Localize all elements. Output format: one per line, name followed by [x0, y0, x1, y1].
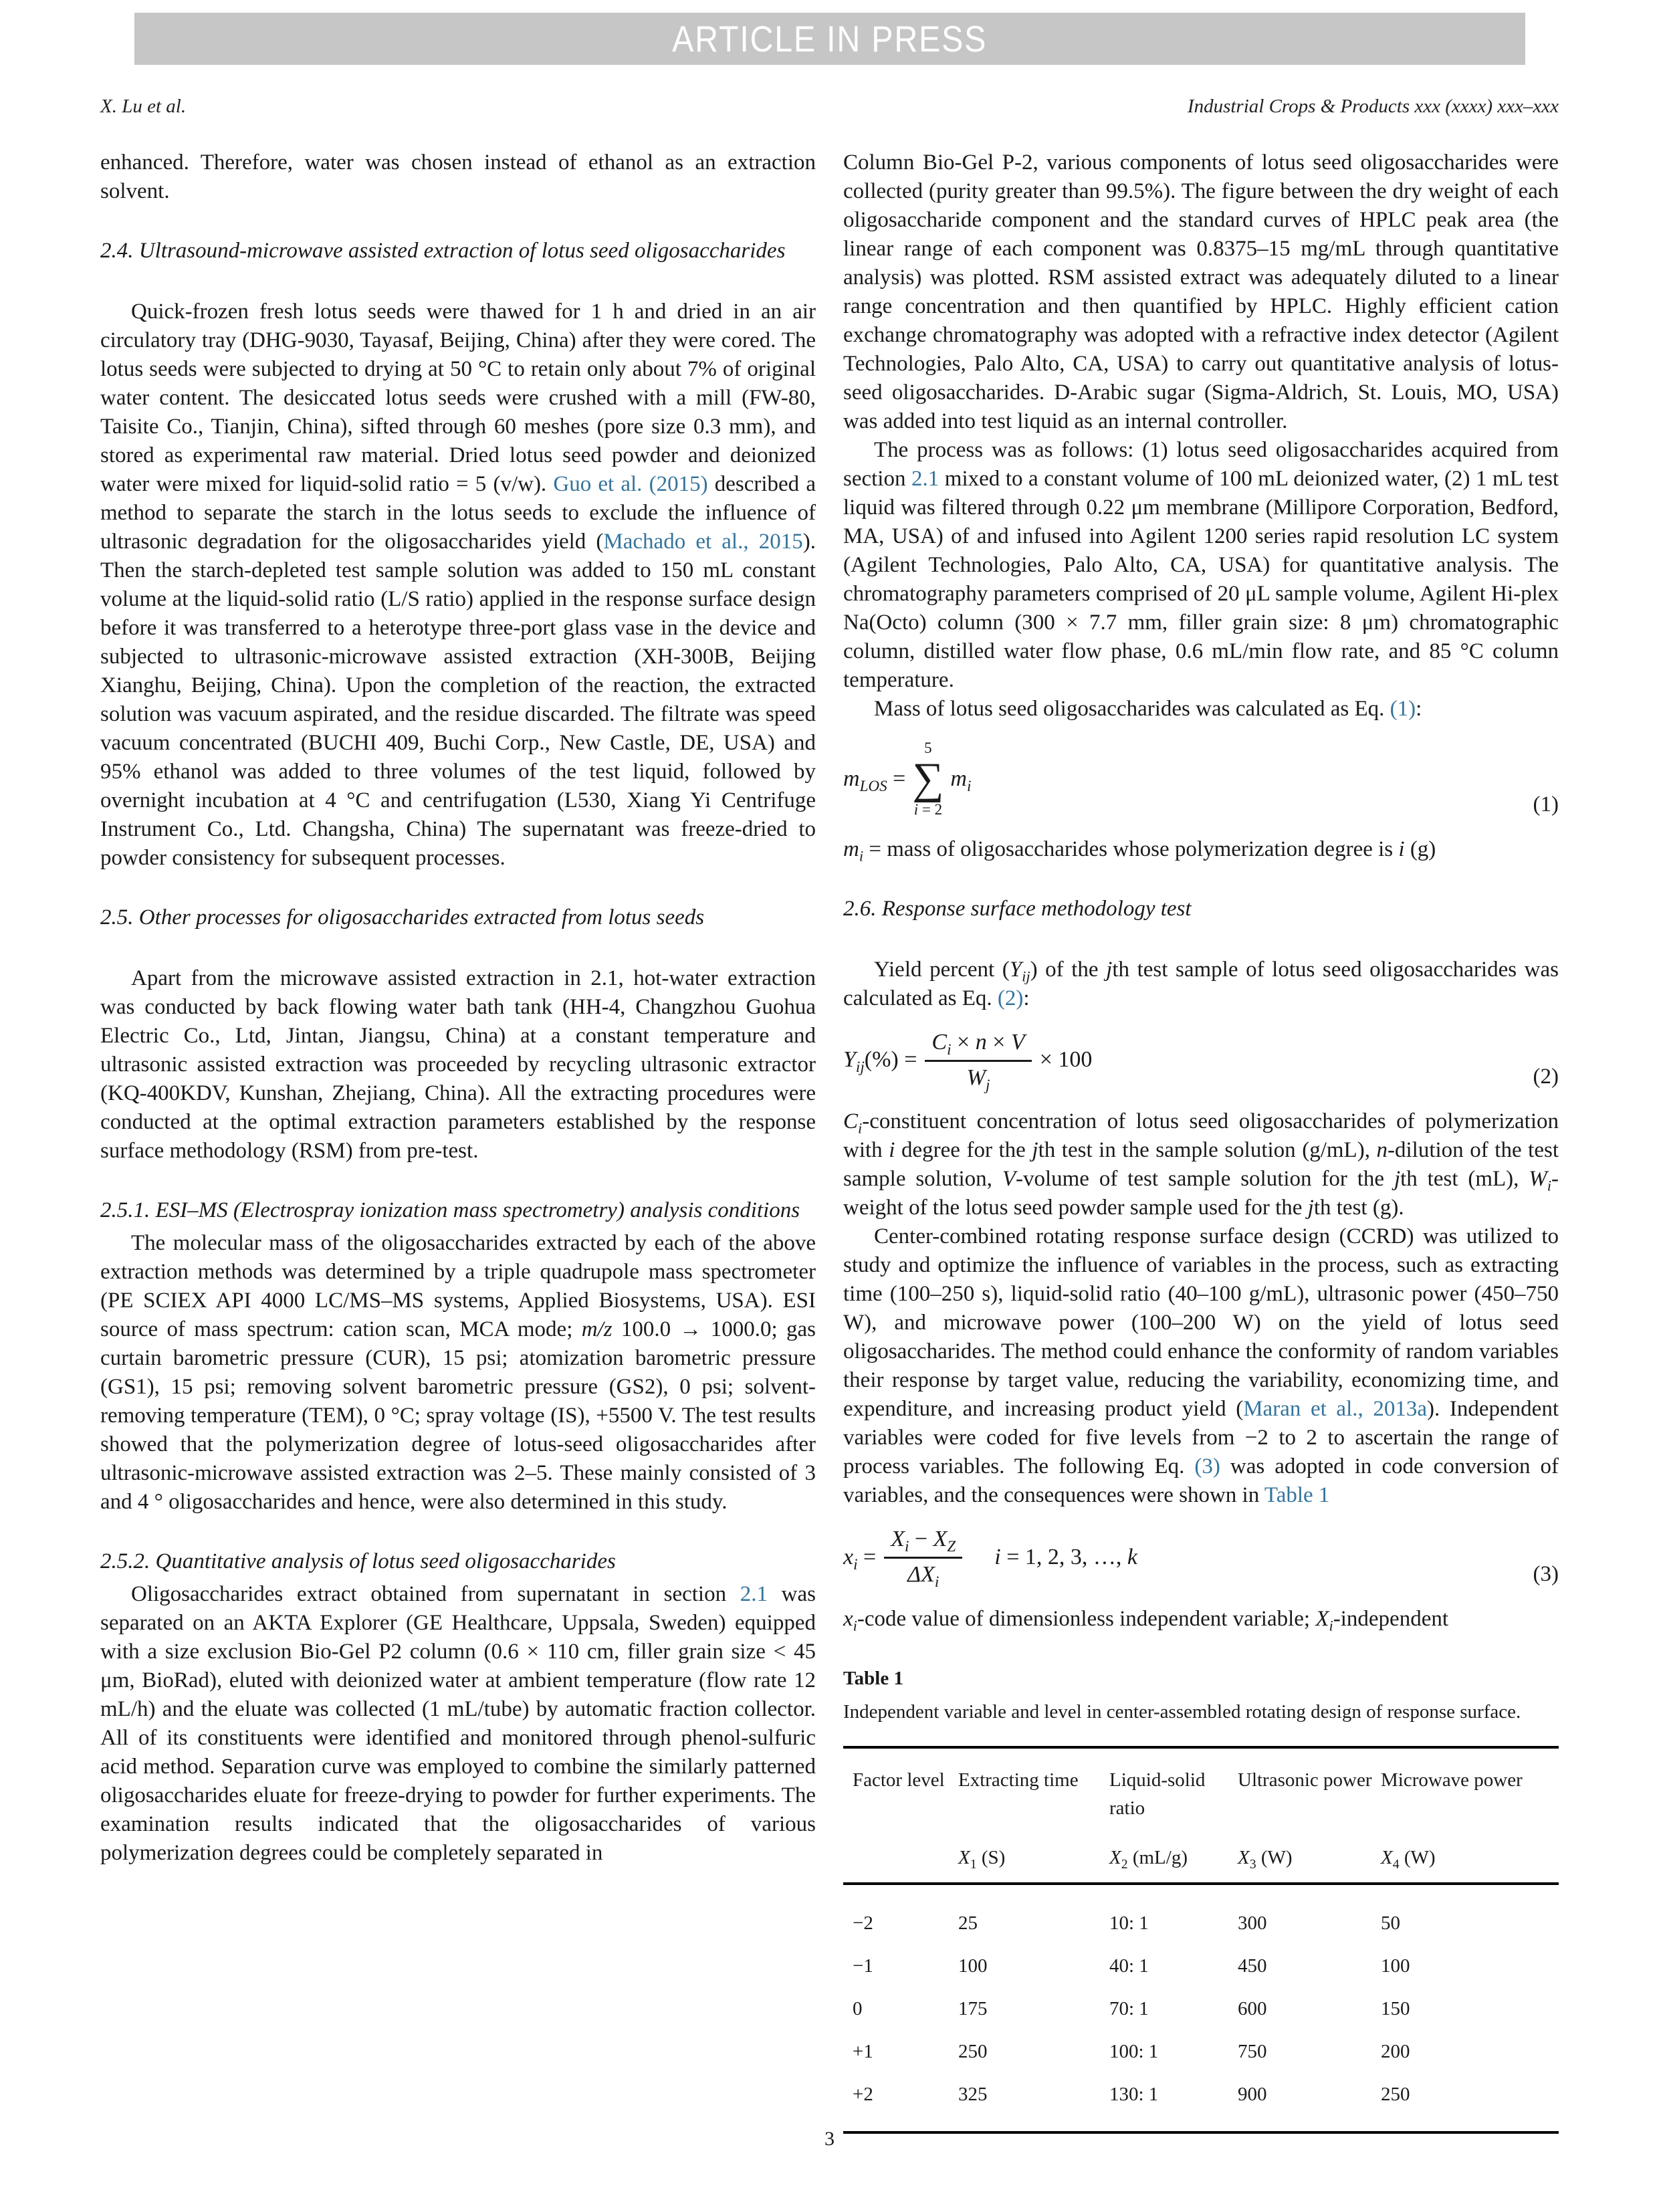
- fraction-numerator: $X_i - X_Z$: [891, 1527, 956, 1556]
- table-cell: 130: 1: [1109, 2084, 1159, 2106]
- table-cell: 10: 1: [1109, 1912, 1149, 1934]
- sigma-glyph: ∑: [912, 754, 944, 804]
- equation-3: [843, 1526, 1559, 1589]
- equation-3-lhs: $x_i$ =: [843, 1544, 877, 1573]
- equation-2-rhs: × 100: [1039, 1047, 1093, 1073]
- equation-3-body: [843, 1526, 1137, 1589]
- paragraph-hplc-quantification: Column Bio-Gel P-2, various components of lotus seed oligosaccharides were collected (purity greater than 99.5%). The figure between the dry weight of each oligosaccharide component and the standard curves of HPLC peak area (the linear range of each component was 0.8375–15 mg/mL through quantitative analysis) was plotted. RSM assisted extract was adequately diluted to a linear range concentration and then quantified by HPLC. Highly efficient cation exchange chromatography was adopted with a refractive index detector (Agilent Technologies, Palo Alto, CA, USA) to carry out quantitative analysis of lotus-seed oligosaccharides. D-Arabic sugar (Sigma-Aldrich, St. Louis, MO, USA) was added into test liquid as an internal controller.: [843, 150, 1559, 433]
- body-columns: [0, 148, 1659, 2134]
- table-row: [843, 2030, 1559, 2073]
- section-heading-2-5-2: 2.5.2. Quantitative analysis of lotus seed oligosaccharides: [100, 1549, 616, 1573]
- eq-ref-3[interactable]: (3): [1194, 1454, 1220, 1479]
- table-1-grid: [843, 1746, 1559, 2134]
- citation-machado-2015[interactable]: Machado et al., 2015: [603, 530, 803, 554]
- section-heading-2-4: 2.4. Ultrasound-microwave assisted extraction of lotus seed oligosaccharides: [100, 239, 786, 263]
- table-1: [843, 1664, 1559, 2134]
- equation-2-body: [843, 1029, 1092, 1092]
- equation-1: [843, 740, 1559, 819]
- eq-ref-1[interactable]: (1): [1390, 697, 1416, 721]
- table-header-row: [843, 1747, 1559, 1884]
- section-heading-2-5: 2.5. Other processes for oligosaccharides extracted from lotus seeds: [100, 905, 705, 929]
- col-header-factor-level: Factor level: [853, 1769, 945, 1791]
- equation-3-condition: i = 1, 2, 3, …, k: [994, 1544, 1137, 1569]
- summation-lower-limit: i = 2: [913, 801, 943, 818]
- table-cell: 900: [1238, 2084, 1267, 2106]
- table-cell: 450: [1238, 1955, 1267, 1977]
- fraction-denominator: $\Delta X_i$: [884, 1557, 962, 1589]
- table-cell: 100: [958, 1955, 988, 1977]
- section-ref-2-1[interactable]: 2.1: [911, 467, 939, 491]
- table-cell: 300: [1238, 1912, 1267, 1934]
- running-head-journal: Industrial Crops & Products xxx (xxxx) xxx–xxx: [1187, 96, 1559, 117]
- table-cell: 50: [1381, 1912, 1400, 1934]
- banner-label: ARTICLE IN PRESS: [671, 18, 988, 60]
- table-1-label: Table 1: [843, 1668, 903, 1690]
- col-header-ultrasonic-power: Ultrasonic power $X_3$ (W): [1238, 1769, 1372, 1872]
- table-cell: 150: [1381, 1998, 1410, 2020]
- equation-3-number: (3): [1533, 1562, 1559, 1587]
- table-cell: 325: [958, 2084, 988, 2106]
- masthead: [0, 96, 1659, 118]
- table-cell: +2: [853, 2084, 873, 2106]
- equation-2: [843, 1029, 1559, 1092]
- table-row: [843, 1884, 1559, 1945]
- equation-2-number: (2): [1533, 1065, 1559, 1089]
- table-cell: 25: [958, 1912, 978, 1934]
- fraction-denominator: $W_j$: [925, 1060, 1031, 1092]
- section-heading-2-5-1: 2.5.1. ESI–MS (Electrospray ionization mass spectrometry) analysis conditions: [100, 1198, 800, 1222]
- table-cell: 750: [1238, 2041, 1267, 2063]
- table-cell: 200: [1381, 2041, 1410, 2063]
- paragraph-eq3-variables: $x_i$-code value of dimensionless independent variable; $X_i$-independent: [843, 1607, 1449, 1634]
- table-row: [843, 1987, 1559, 2030]
- right-column: [843, 148, 1559, 2134]
- fraction-eq3: [884, 1526, 962, 1589]
- paragraph-2-5: Apart from the microwave assisted extraction in 2.1, hot-water extraction was conducted by back flowing water bath tank (HH-4, Changzhou Guohua Electric Co., Ltd, Jintan, Jiangsu, China) at a constant temperature and ultrasonic assisted extraction was proceeded by recycling ultrasonic extractor (KQ-400KDV, Kunshan, Zhejiang, China). All the extracting procedures were conducted at the optimal extraction parameters established by the response surface methodology (RSM) from pre-test.: [100, 966, 816, 1163]
- section-ref-2-1[interactable]: 2.1: [740, 1582, 768, 1606]
- paragraph-2-4: Quick-frozen fresh lotus seeds were thawed for 1 h and dried in an air circulatory tray (DHG-9030, Tayasaf, Beijing, China) after they were cored. The lotus seeds were subjected to drying at 50 °C to retain only about 7% of original water content. The desiccated lotus seeds were crushed with a mill (FW-80, Taisite Co., Tianjin, China), sifted through 60 meshes (pore size 0.3 mm), and stored as experimental raw material. Dried lotus seed powder and deionized water were mixed for liquid-solid ratio = 5 (v/w). Guo et al. (2015) described a method to separate the starch in the lotus seeds to exclude the influence of ultrasonic degradation for the oligosaccharides yield (Machado et al., 2015). Then the starch-depleted test sample solution was added to 150 mL constant volume at the liquid-solid ratio (L/S ratio) applied in the response surface design before it was transferred to a heterotype three-port glass vase in the device and subjected to ultrasonic-microwave assisted extraction (XH-300B, Beijing Xianghu, Beijing, China). Upon the completion of the reaction, the extracted solution was vacuum aspirated, and the residue discarded. The filtrate was speed vacuum concentrated (BUCHI 409, Buchi Corp., New Castle, DE, USA) and 95% ethanol was added to three volumes of the test liquid, followed by overnight incubation at 4 °C and centrifugation (L530, Xiang Yi Centrifuge Instrument Co., Ltd. Changsha, China) The supernatant was freeze-dried to powder consistency for subsequent processes.: [100, 300, 816, 870]
- table-cell: −1: [853, 1955, 873, 1977]
- eq-ref-2[interactable]: (2): [997, 986, 1024, 1010]
- col-header-liquid-solid-ratio: Liquid-solid ratio $X_2$ (mL/g): [1109, 1769, 1206, 1872]
- fraction-numerator: $C_i \times n \times V$: [931, 1029, 1025, 1059]
- table-row: [843, 2073, 1559, 2132]
- paragraph-2-5-2: Oligosaccharides extract obtained from supernatant in section 2.1 was separated on an AKTA Explorer (GE Healthcare, Uppsala, Sweden) equipped with a size exclusion Bio-Gel P2 column (0.6 × 110 cm, filler grain size < 45 μm, BioRad), eluted with deionized water at ambient temperature (flow rate 12 mL/h) and the eluate was collected (1 mL/tube) by automatic fraction collector. All of its constituents were identified and monitored through phenol-sulfuric acid method. Separation curve was employed to combine the similarly patterned oligosaccharides eluate for freeze-drying to powder for further experiments. The examination results indicated that the oligosaccharides of various polymerization degrees could be completely separated in: [100, 1582, 816, 1865]
- left-column: [100, 148, 816, 2134]
- fraction-eq2: [925, 1029, 1031, 1092]
- table-cell: 600: [1238, 1998, 1267, 2020]
- equation-1-number: (1): [1533, 792, 1559, 816]
- paragraph-eq2-variables: $C_i$-constituent concentration of lotus seed oligosaccharides of polymerization with i degree for the jth test in the sample solution (g/mL), n-dilution of the test sample solution, V-volume of test sample solution for the jth test (mL), $W_i$-weight of the lotus seed powder sample used for the jth test (g).: [843, 1109, 1559, 1220]
- col-header-microwave-power: Microwave power $X_4$ (W): [1381, 1769, 1523, 1872]
- table-cell: 0: [853, 1998, 863, 2020]
- table-row: [843, 1945, 1559, 1987]
- table-cell: 100: 1: [1109, 2041, 1159, 2063]
- paragraph-solvent-conclusion: enhanced. Therefore, water was chosen instead of ethanol as an extraction solvent.: [100, 150, 816, 203]
- table-cell: 70: 1: [1109, 1998, 1149, 2020]
- paragraph-mass-eq-intro: Mass of lotus seed oligosaccharides was calculated as Eq. (1):: [874, 697, 1422, 721]
- citation-guo-2015[interactable]: Guo et al. (2015): [553, 472, 708, 496]
- article-in-press-banner: [134, 13, 1525, 65]
- table-cell: +1: [853, 2041, 873, 2063]
- col-header-extracting-time: Extracting time $X_1$ (S): [958, 1769, 1079, 1872]
- paragraph-analysis-process: The process was as follows: (1) lotus seed oligosaccharides acquired from section 2.1 mixed to a constant volume of 100 mL deionized water, (2) 1 mL test liquid was filtered through 0.22 μm membrane (Millipore Corporation, Bedford, MA, USA) of and infused into Agilent 1200 series rapid resolution LC system (Agilent Technologies, Palo Alto, CA, USA) for quantitative analysis. The chromatography parameters comprised of 20 μL sample volume, Agilent Hi-plex Na(Octo) column (300 × 7.7 mm, filler grain size: 8 μm) chromatographic column, distilled water flow phase, 0.6 mL/min flow rate, and 85 °C column temperature.: [843, 438, 1559, 692]
- paragraph-yield-intro: Yield percent $(Y_{ij})$ of the jth test sample of lotus seed oligosaccharides was calculated as Eq. (2):: [843, 957, 1559, 1010]
- table-ref-1[interactable]: Table 1: [1264, 1483, 1330, 1508]
- equation-1-lhs: $m_{LOS}$ =: [843, 766, 906, 795]
- running-head-authors: X. Lu et al.: [100, 96, 187, 117]
- paragraph-ccrd: Center-combined rotating response surface design (CCRD) was utilized to study and optimize the influence of variables in the process, such as extracting time (100–250 s), liquid-solid ratio (40–100 g/mL), ultrasonic power (450–750 W), and microwave power (100–200 W) on the yield of lotus seed oligosaccharides. The method could enhance the conformity of random variables their response by target value, reducing the variability, economizing time, and expenditure, and increasing product yield (Maran et al., 2013a). Independent variables were coded for five levels from −2 to 2 to ascertain the range of process variables. The following Eq. (3) was adopted in code conversion of variables, and the consequences were shown in Table 1: [843, 1224, 1559, 1508]
- summation-symbol: [912, 740, 944, 819]
- equation-1-rhs: $m_i$: [950, 766, 972, 795]
- section-heading-2-6: 2.6. Response surface methodology test: [843, 896, 1192, 921]
- table-cell: 175: [958, 1998, 988, 2020]
- equation-2-lhs: $Y_{ij}(\%)$ =: [843, 1047, 917, 1077]
- table-cell: 40: 1: [1109, 1955, 1149, 1977]
- table-cell: −2: [853, 1912, 873, 1934]
- summation-upper-limit: 5: [924, 740, 932, 756]
- table-1-caption: Independent variable and level in center-assembled rotating design of response surface.: [843, 1701, 1521, 1723]
- page-number: 3: [824, 2128, 835, 2150]
- table-cell: 100: [1381, 1955, 1410, 1977]
- citation-maran-2013a[interactable]: Maran et al., 2013a: [1243, 1397, 1428, 1422]
- table-cell: 250: [1381, 2084, 1410, 2106]
- equation-1-body: [843, 740, 971, 819]
- paragraph-mi-definition: $m_i$ = mass of oligosaccharides whose polymerization degree is i (g): [843, 837, 1436, 865]
- paragraph-2-5-1: The molecular mass of the oligosaccharides extracted by each of the above extraction methods was determined by a triple quadrupole mass spectrometer (PE SCIEX API 4000 LC/MS–MS systems, Applied Biosystems, USA). ESI source of mass spectrum: cation scan, MCA mode; m/z 100.0 → 1000.0; gas curtain barometric pressure (CUR), 15 psi; atomization barometric pressure (GS1), 15 psi; removing solvent barometric pressure (GS2), 0 psi; solvent-removing temperature (TEM), 0 °C; spray voltage (IS), +5500 V. The test results showed that the polymerization degree of lotus-seed oligosaccharides after ultrasonic-microwave assisted extraction was 2–5. These mainly consisted of 3 and 4 ° oligosaccharides and hence, were also determined in this study.: [100, 1231, 816, 1514]
- table-cell: 250: [958, 2041, 988, 2063]
